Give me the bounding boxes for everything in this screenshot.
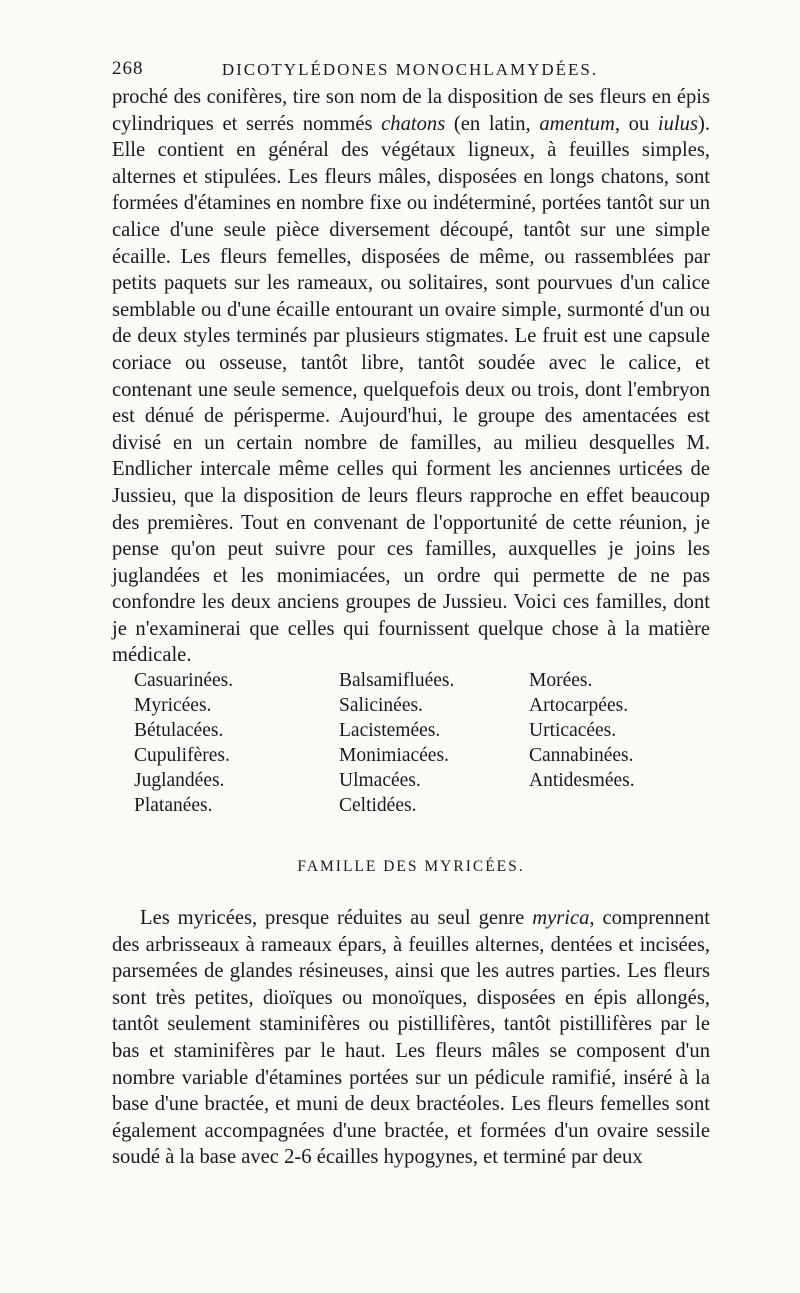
family-item: Lacistemées. [339,720,441,741]
family-item: Salicinées. [339,695,423,716]
p1-text-b: (en latin, [445,112,540,135]
p1-italic-iulus: iulus [657,112,698,135]
section-heading: FAMILLE DES MYRICÉES. [297,858,525,875]
family-item: Balsamifluées. [339,670,455,691]
myricees-paragraph [112,905,710,1171]
family-item: Platanées. [134,795,213,816]
p1-text-c: , ou [614,112,658,135]
family-item: Antidesmées. [529,770,635,791]
family-item: Juglandées. [134,770,225,791]
family-item: Artocarpées. [529,695,629,716]
family-item: Urticacées. [529,720,617,741]
page-number: 268 [112,58,144,79]
family-item: Celtidées. [339,795,417,816]
family-column-2 [339,668,529,818]
family-item: Cupulifères. [134,745,230,766]
p2-text-b: , comprennent des arbrisseaux à rameaux épars, à feuilles alternes, dentées et incisées, parsemées de glandes résineuses, ainsi que les autres parties. Les fleurs sont très petites, dioïques ou monoïques, disposées en épis allongés, tantôt seulement staminifères ou pistillifères, tantôt pistillifères par le bas et staminifères par le haut. Les fleurs mâles se composent d'un nombre variable d'étamines portées sur un pédicule ramifié, inséré à la base d'une bractée, et muni de deux bractéoles. Les fleurs femelles sont également accompagnées d'une bractée, et formées d'un ovaire sessile soudé à la base avec 2-6 écailles hypogynes, et terminé par deux [112,907,710,1169]
family-column-3 [529,668,694,818]
p2-text-a: Les myricées, presque réduites au seul genre [140,907,533,929]
p1-text-a: proché des conifères, tire son nom de la disposition de ses fleurs en épis cylindriques et serrés nommés [112,86,710,135]
family-item: Casuarinées. [134,670,234,691]
family-item: Ulmacées. [339,770,421,791]
family-item: Bétulacées. [134,720,224,741]
family-item: Morées. [529,670,593,691]
family-item: Myricées. [134,695,212,716]
family-list [134,668,694,818]
family-column-1 [134,668,339,818]
p1-italic-chatons: chatons [381,112,446,135]
running-title: DICOTYLÉDONES MONOCHLAMYDÉES. [221,60,599,79]
running-header [112,58,708,86]
family-item: Monimiacées. [339,745,449,766]
p1-text-d: ). Elle contient en général des végétaux ligneux, à feuilles simples, alternes et stipulées. Les fleurs mâles, disposées en longs chatons, sont formées d'étamines en nombre fixe ou indéterminé, portées tantôt sur un calice d'une seule pièce diversement découpé, tantôt sur une simple écaille. Les fleurs femelles, disposées de même, ou rassemblées par petits paquets sur les rameaux, ou solitaires, sont pourvues d'un calice semblable ou d'une écaille entourant un ovaire simple, surmonté d'un ou de deux styles terminés par plusieurs stigmates. Le fruit est une capsule coriace ou osseuse, tantôt libre, tantôt soudée avec le calice, et contenant une seule semence, quelquefois deux ou trois, dont l'embryon est dénué de périsperme. Aujourd'hui, le groupe des amentacées est divisé en un certain nombre de familles, au milieu desquelles M. Endlicher intercale même celles qui forment les anciennes urticées de Jussieu, que la disposition de leurs fleurs rapproche en effet beaucoup des premières. Tout en convenant de l'opportunité de cette réunion, je pense qu'on peut suivre pour ces familles, auxquelles je joins les juglandées et les monimiacées, un ordre qui permette de ne pas confondre les deux anciens groupes de Jussieu. Voici ces familles, dont je n'examinerai que celles qui fournissent quelque chose à la matière médicale. [112,112,710,667]
p1-italic-amentum: amentum [539,112,615,135]
p2-italic-myrica: myrica [532,907,590,929]
intro-paragraph [112,84,710,669]
family-item: Cannabinées. [529,745,634,766]
